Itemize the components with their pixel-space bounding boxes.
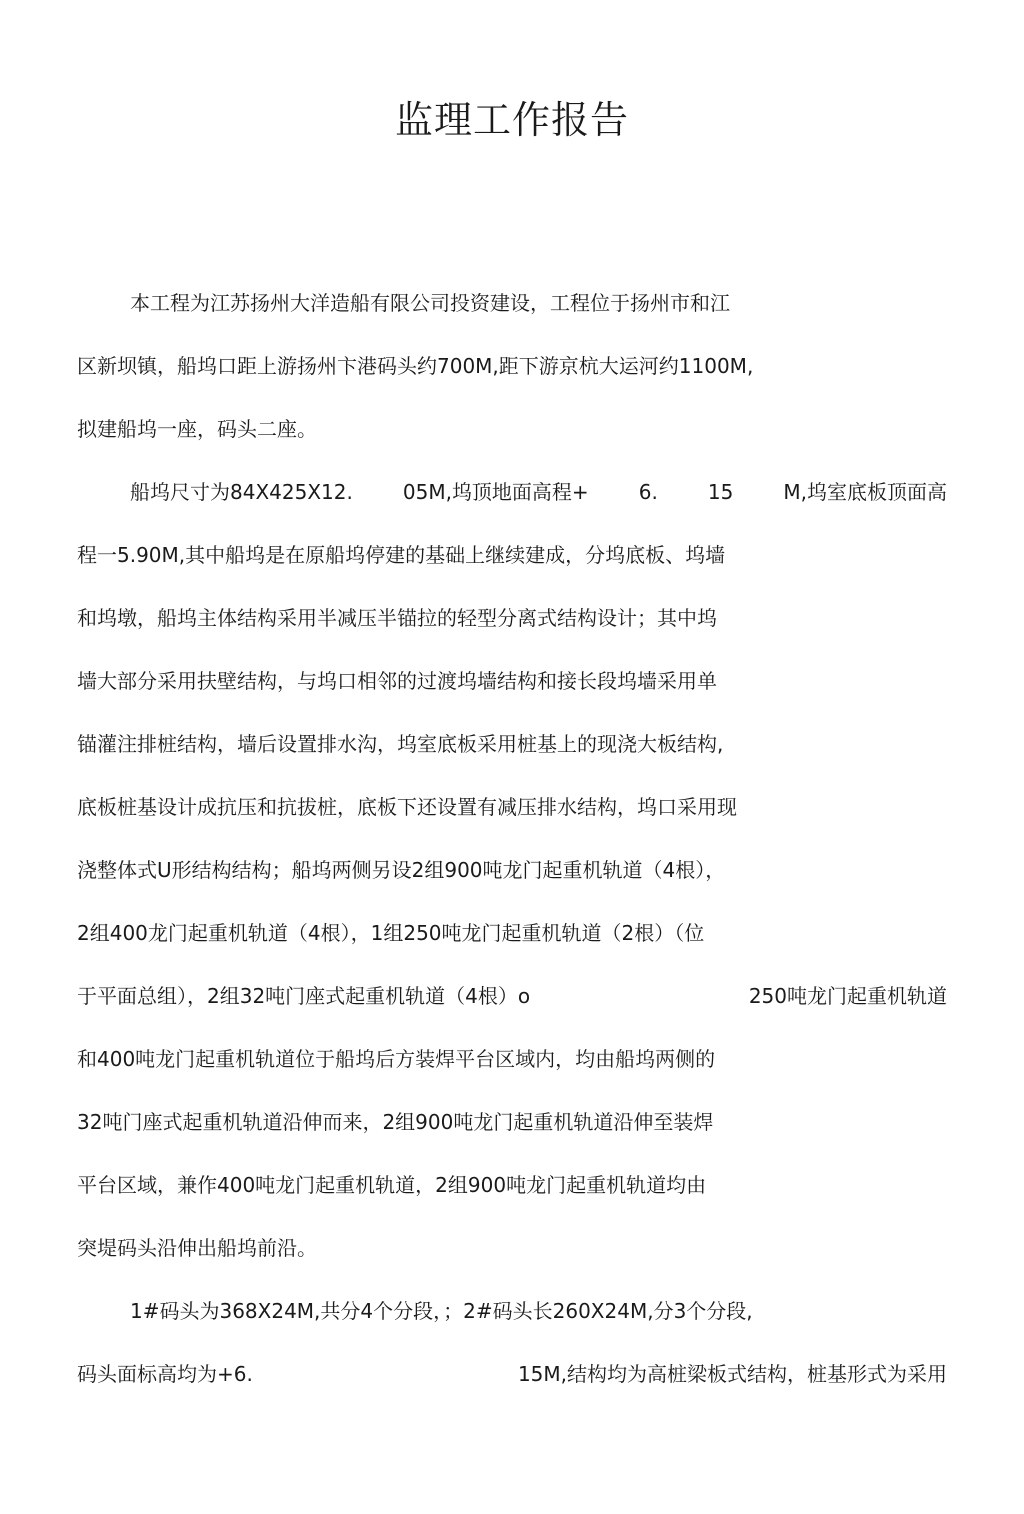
text-segment: 船坞尺寸为84X425X12. xyxy=(130,480,353,504)
paragraph-2-line-6: 底板桩基设计成抗压和抗拔桩，底板下还设置有减压排水结构，坞口采用现 xyxy=(77,795,737,819)
paragraph-2-line-8: 2组400龙门起重机轨道（4根），1组250吨龙门起重机轨道（2根）（位 xyxy=(77,921,705,945)
paragraph-3-line-1: 1#码头为368X24M,共分4个分段，；2#码头长260X24M,分3个分段, xyxy=(130,1299,753,1323)
paragraph-2-line-12: 平台区域，兼作400吨龙门起重机轨道，2组900吨龙门起重机轨道均由 xyxy=(77,1173,707,1197)
paragraph-2-line-13: 突堤码头沿伸出船坞前沿。 xyxy=(77,1236,317,1260)
text-segment: 6. xyxy=(638,480,658,504)
paragraph-2-line-11: 32吨门座式起重机轨道沿伸而来，2组900吨龙门起重机轨道沿伸至装焊 xyxy=(77,1110,714,1134)
text-segment: 于平面总组），2组32吨门座式起重机轨道（4根）o xyxy=(77,984,531,1008)
text-segment: 码头面标高均为+6. xyxy=(77,1362,253,1386)
paragraph-2-line-10: 和400吨龙门起重机轨道位于船坞后方装焊平台区域内，均由船坞两侧的 xyxy=(77,1047,716,1071)
text-segment: 15 xyxy=(707,480,734,504)
paragraph-2-line-2: 程一5.90M,其中船坞是在原船坞停建的基础上继续建成，分坞底板、坞墙 xyxy=(77,543,726,567)
text-segment: M,坞室底板顶面高 xyxy=(783,480,947,504)
paragraph-2-line-7: 浇整体式U形结构结构；船坞两侧另设2组900吨龙门起重机轨道（4根）， xyxy=(77,858,726,882)
paragraph-3-line-2 xyxy=(77,1359,947,1389)
text-segment: 250吨龙门起重机轨道 xyxy=(748,984,947,1008)
paragraph-1-line-3: 拟建船坞一座，码头二座。 xyxy=(77,417,317,441)
paragraph-2-line-3: 和坞墩，船坞主体结构采用半减压半锚拉的轻型分离式结构设计；其中坞 xyxy=(77,606,717,630)
paragraph-2-line-9 xyxy=(77,981,947,1011)
text-segment: 05M,坞顶地面高程+ xyxy=(402,480,589,504)
paragraph-2-line-4: 墙大部分采用扶壁结构，与坞口相邻的过渡坞墙结构和接长段坞墙采用单 xyxy=(77,669,717,693)
document-title: 监理工作报告 xyxy=(394,98,629,142)
paragraph-1-line-2: 区新坝镇，船坞口距上游扬州卞港码头约700M,距下游京杭大运河约1100M, xyxy=(77,354,754,378)
text-segment: 15M,结构均为高桩梁板式结构，桩基形式为采用 xyxy=(517,1362,947,1386)
paragraph-1-line-1: 本工程为江苏扬州大洋造船有限公司投资建设，工程位于扬州市和江 xyxy=(130,291,730,315)
paragraph-2-line-1 xyxy=(130,477,947,507)
paragraph-2-line-5: 锚灌注排桩结构，墙后设置排水沟，坞室底板采用桩基上的现浇大板结构, xyxy=(77,732,724,756)
